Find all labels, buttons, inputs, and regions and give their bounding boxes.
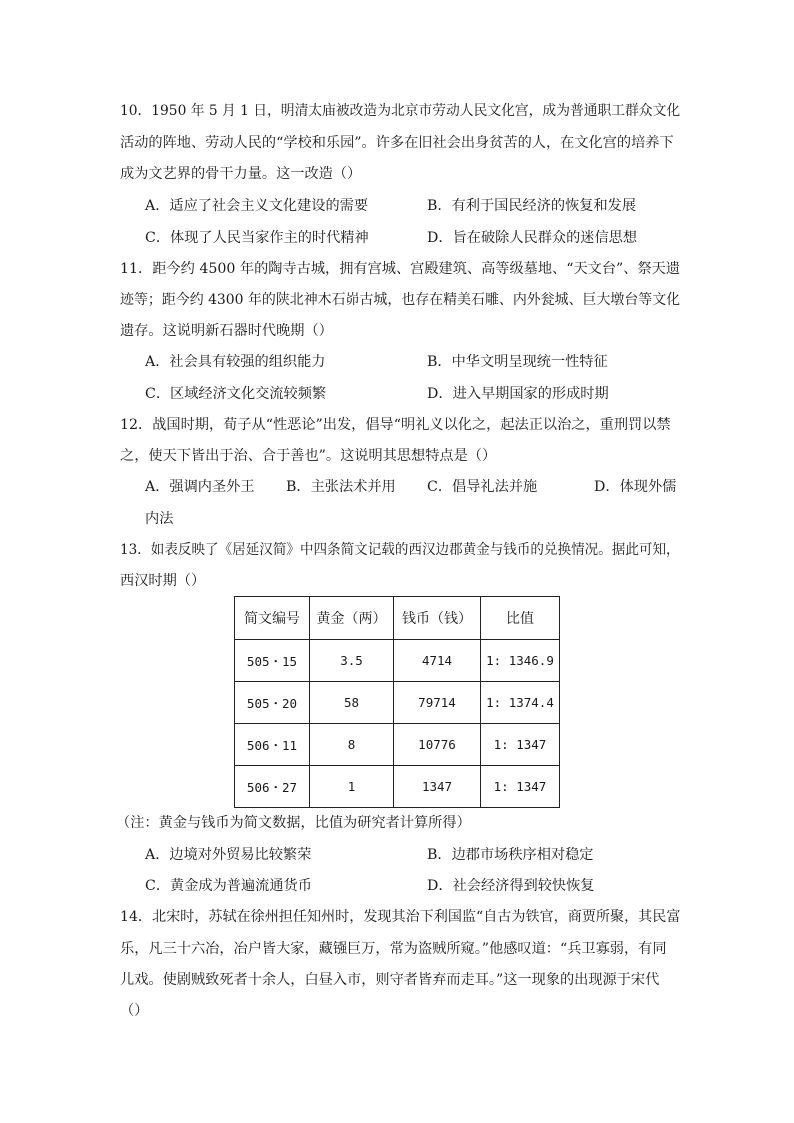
q11-option-d: D．进入早期国家的形成时期 — [427, 386, 609, 402]
q11-option-c: C．区域经济文化交流较频繁 — [145, 386, 327, 402]
q11-option-a: A．社会具有较强的组织能力 — [145, 354, 326, 370]
q14-stem-line-2: 乐，凡三十六冶，冶户皆大家，藏镪巨万，常为盗贼所窥。”他感叹道：“兵卫寡弱，有同 — [120, 941, 667, 957]
q13-option-a: A．边境对外贸易比较繁荣 — [145, 847, 312, 863]
table-cell: 505・20 — [235, 682, 310, 724]
q14-stem-line-4: （） — [120, 1003, 149, 1019]
q10-option-d: D．旨在破除人民群众的迷信思想 — [427, 230, 638, 246]
q10-stem-line-3: 成为文艺界的骨干力量。这一改造（） — [120, 166, 362, 182]
table-cell: 1: 1347 — [481, 766, 560, 808]
q11-stem-line-1: 11．距今约 4500 年的陶寺古城，拥有宫城、宫殿建筑、高等级墓地、“天文台”、祭天遗 — [120, 261, 681, 277]
q10-option-c: C．体现了人民当家作主的时代精神 — [145, 230, 369, 246]
table-row — [235, 682, 560, 724]
table-cell: 10776 — [394, 724, 481, 766]
q13-option-c: C．黄金成为普遍流通货币 — [145, 878, 312, 894]
table-cell: 4714 — [394, 640, 481, 682]
table-cell: 1347 — [394, 766, 481, 808]
table-row — [235, 640, 560, 682]
q11-stem-line-2: 迹等；距今约 4300 年的陕北神木石峁古城，也存在精美石雕、内外瓮城、巨大墩台等文化 — [120, 292, 681, 308]
q14-stem-line-3: 儿戏。使剧贼致死者十余人，白昼入市，则守者皆弃而走耳。”这一现象的出现源于宋代 — [120, 972, 660, 988]
q10-option-a: A．适应了社会主义文化建设的需要 — [145, 198, 369, 214]
table-cell: 1: 1347 — [481, 724, 560, 766]
table-cell: 3.5 — [310, 640, 394, 682]
q10-stem-line-1: 10．1950 年 5 月 1 日，明清太庙被改造为北京市劳动人民文化宫，成为普通职工群众文化 — [120, 103, 681, 119]
q12-option-a: A．强调内圣外王 — [145, 479, 255, 495]
table-header-cell: 黄金（两） — [310, 597, 394, 640]
q14-stem-line-1: 14．北宋时，苏轼在徐州担任知州时，发现其治下利国监“自古为铁官，商贾所聚，其民富 — [120, 909, 681, 925]
table-header-row — [235, 597, 560, 640]
q13-stem-line-1: 13．如表反映了《居延汉简》中四条简文记载的西汉边郡黄金与钱币的兑换情况。据此可知， — [120, 542, 680, 558]
q11-option-b: B．中华文明呈现统一性特征 — [427, 354, 608, 370]
table-row — [235, 766, 560, 808]
q13-stem-line-2: 西汉时期（） — [120, 573, 206, 589]
table-cell: 1: 1374.4 — [481, 682, 560, 724]
q12-option-b: B．主张法术并用 — [286, 479, 396, 495]
q12-option-c: C．倡导礼法并施 — [427, 479, 538, 495]
q12-option-d: D．体现外儒 — [594, 479, 677, 495]
q10-stem-line-2: 活动的阵地、劳动人民的“学校和乐园”。许多在旧社会出身贫苦的人，在文化宫的培养下 — [120, 135, 674, 151]
table-cell: 58 — [310, 682, 394, 724]
q12-stem-line-1: 12．战国时期，荀子从“性恶论”出发，倡导“明礼义以化之，起法正以治之，重刑罚以禁 — [120, 417, 671, 433]
q11-stem-line-3: 遗存。这说明新石器时代晚期（） — [120, 323, 333, 339]
table-cell: 1 — [310, 766, 394, 808]
q10-option-b: B．有利于国民经济的恢复和发展 — [427, 198, 637, 214]
table-header-cell: 钱币（钱） — [394, 597, 481, 640]
q12-option-d-continued: 内法 — [145, 511, 174, 527]
table-cell: 506・11 — [235, 724, 310, 766]
table-cell: 1: 1346.9 — [481, 640, 560, 682]
table-cell: 505・15 — [235, 640, 310, 682]
table-header-cell: 简文编号 — [235, 597, 310, 640]
table-cell: 79714 — [394, 682, 481, 724]
q13-table-note: （注：黄金与钱币为简文数据，比值为研究者计算所得） — [116, 815, 471, 831]
q13-option-d: D．社会经济得到较快恢复 — [427, 878, 595, 894]
table-cell: 8 — [310, 724, 394, 766]
q13-option-b: B．边郡市场秩序相对稳定 — [427, 847, 594, 863]
q12-stem-line-2: 之，使天下皆出于治、合于善也”。这说明其思想特点是（） — [120, 448, 497, 464]
gold-coin-exchange-table — [234, 596, 560, 808]
table-header-cell: 比值 — [481, 597, 560, 640]
table-cell: 506・27 — [235, 766, 310, 808]
table-row — [235, 724, 560, 766]
